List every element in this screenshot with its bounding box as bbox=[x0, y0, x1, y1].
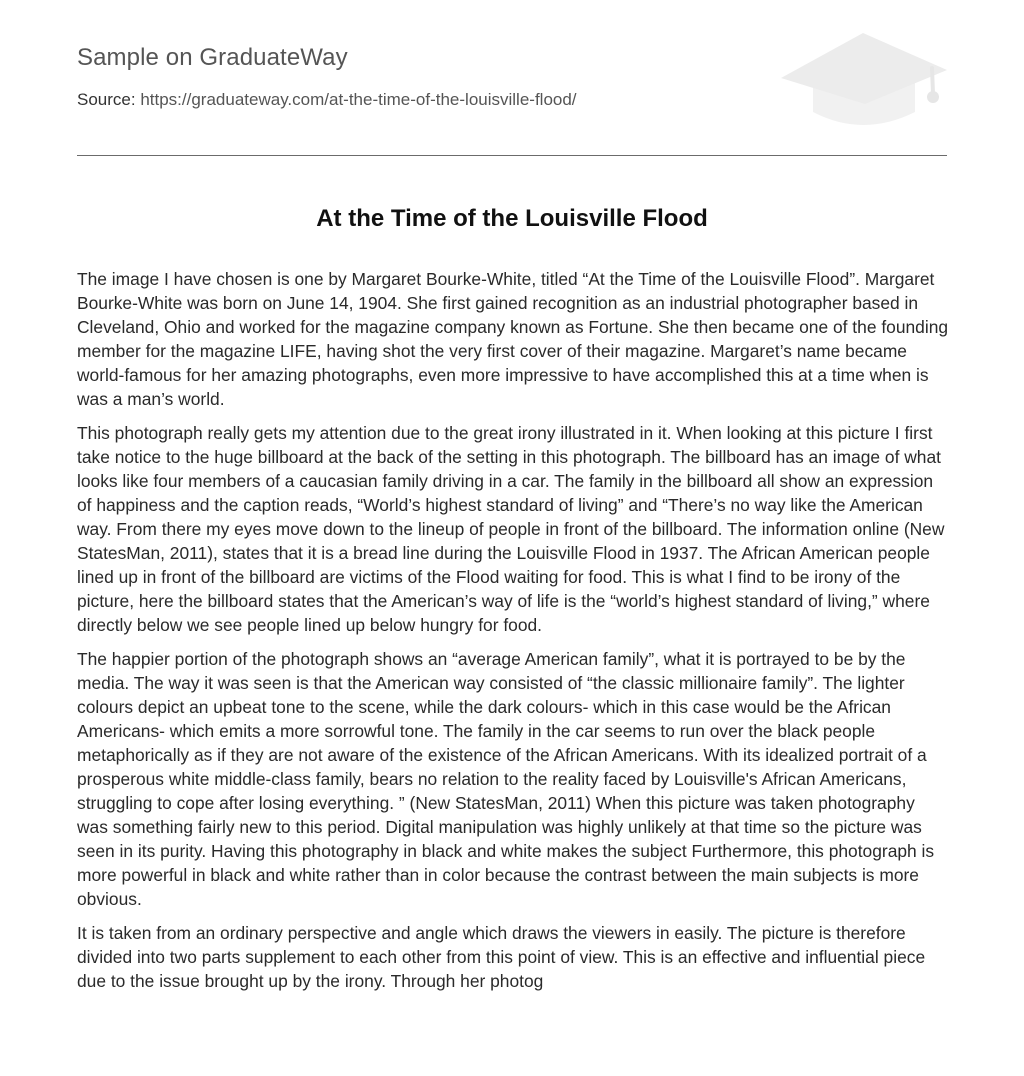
source-line bbox=[77, 90, 577, 110]
paragraph: It is taken from an ordinary perspective and angle which draws the viewers in easily. The picture is therefore divided into two parts supplement to each other from this point of view. This is an effective and influential piece due to the issue brought up by the irony. Through her photog bbox=[77, 923, 926, 991]
graduation-cap-icon bbox=[781, 30, 947, 134]
source-link[interactable]: https://graduateway.com/at-the-time-of-the-louisville-flood/ bbox=[140, 90, 577, 109]
header-divider bbox=[77, 155, 947, 156]
article-body bbox=[77, 267, 949, 1003]
site-title: Sample on GraduateWay bbox=[77, 44, 348, 71]
article-title: At the Time of the Louisville Flood bbox=[316, 205, 708, 232]
paragraph: The image I have chosen is one by Margaret Bourke-White, titled “At the Time of the Louisville Flood”. Margaret Bourke-White was born on June 14, 1904. She first gained recognition as an industrial photographer based in Cleveland, Ohio and worked for the magazine company known as Fortune. She then became one of the founding member for the magazine LIFE, having shot the very first cover of their magazine. Margaret’s name became world-famous for her amazing photographs, even more impressive to have accomplished this at a time when is was a man’s world. bbox=[77, 269, 949, 409]
page-header bbox=[77, 0, 947, 156]
paragraph: The happier portion of the photograph shows an “average American family”, what it is portrayed to be by the media. The way it was seen is that the American way consisted of “the classic millionaire family”. The lighter colours depict an upbeat tone to the scene, while the dark colours- which in this case would be the African Americans- which emits a more sorrowful tone. The family in the car seems to run over the black people metaphorically as if they are not aware of the existence of the African Americans. With its idealized portrait of a prosperous white middle-class family, bears no relation to the reality faced by Louisville's African Americans, struggling to cope after losing everything. ” (New StatesMan, 2011) When this picture was taken photography was something fairly new to this period. Digital manipulation was highly unlikely at that time so the picture was seen in its purity. Having this photography in black and white makes the subject Furthermore, this photograph is more powerful in black and white rather than in color because the contrast between the main subjects is more obvious. bbox=[77, 649, 935, 909]
source-label: Source: bbox=[77, 90, 136, 109]
paragraph: This photograph really gets my attention due to the great irony illustrated in it. When looking at this picture I first take notice to the huge billboard at the back of the setting in this photograph. The billboard has an image of what looks like four members of a caucasian family driving in a car. The family in the billboard all show an expression of happiness and the caption reads, “World’s highest standard of living” and “There’s no way like the American way. From there my eyes move down to the lineup of people in front of the billboard. The information online (New StatesMan, 2011), states that it is a bread line during the Louisville Flood in 1937. The African American people lined up in front of the billboard are victims of the Flood waiting for food. This is what I find to be irony of the picture, here the billboard states that the American’s way of life is the “world’s highest standard of living,” where directly below we see people lined up below hungry for food. bbox=[77, 423, 945, 635]
